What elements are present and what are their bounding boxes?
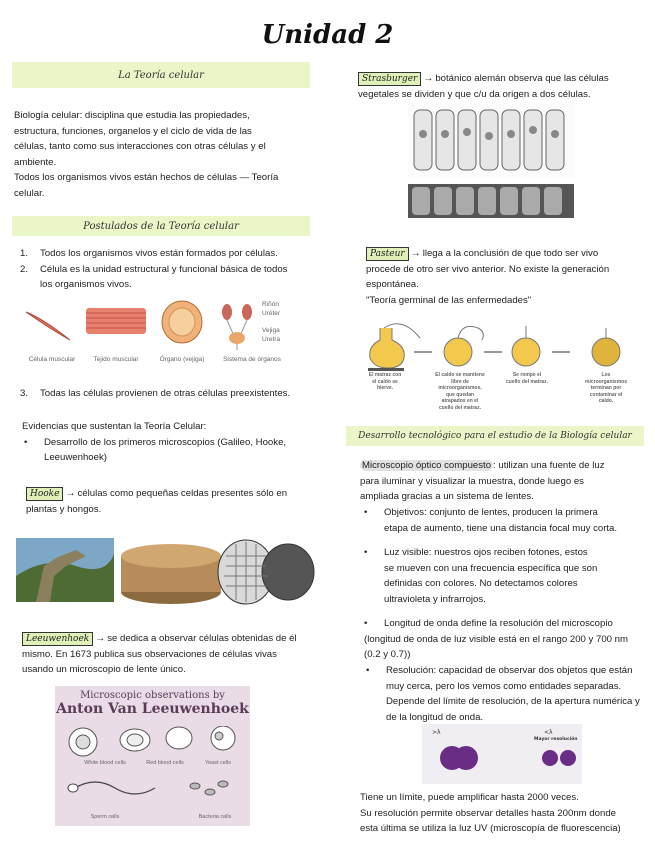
poster-label: Sperm cells — [90, 814, 120, 820]
list-text-line: Resolución: capacidad de observar dos objetos que están — [386, 665, 633, 676]
list-item — [364, 616, 654, 632]
list-text-line: Célula es la unidad estructural y funcional básica de todos — [40, 263, 288, 275]
pasteur-text: "Teoría germinal de las enfermedades" — [366, 294, 532, 306]
bullet: • — [364, 547, 368, 558]
list-text-line: Luz visible: nuestros ojos reciben fotones, estos — [384, 547, 588, 558]
pasteur-text: procede de otro ser vivo anterior. No existe la generación — [366, 263, 610, 275]
flask-caption-line: contaminar el — [589, 391, 623, 398]
list-text-line: (0.2 y 0.7)) — [364, 649, 411, 660]
flask-caption-line: microorganismos — [585, 378, 627, 385]
list-text: Todas las células provienen de otras células preexistentes. — [40, 388, 291, 399]
list-item — [20, 246, 320, 262]
flask-caption — [500, 372, 554, 385]
section-heading-desarrollo: Desarrollo tecnológico para el estudio de la Biología celular — [346, 426, 644, 446]
flask-caption-line: hierve. — [376, 385, 394, 391]
arrow-icon: → — [410, 248, 421, 259]
fig-label: Sistema de órganos — [223, 356, 281, 363]
intro-line: células, tanto como sus interacciones con otras células y el — [14, 141, 266, 152]
pasteur-text: llega a la conclusión de que todo ser vivo — [422, 248, 599, 259]
list-text-line: de la longitud de onda. — [386, 711, 484, 723]
intro-line: ambiente. — [14, 156, 57, 168]
bladder-organ-icon — [162, 301, 202, 343]
list-item-objetivos — [364, 505, 649, 536]
flask-caption-line: El caldo se mantiene — [435, 372, 485, 378]
hooke-text: células como pequeñas celdas presentes sólo en — [77, 488, 288, 499]
intro-paragraph — [14, 108, 314, 201]
strasburger-text: vegetales se dividen y que c/u da origen a dos células. — [358, 88, 591, 100]
flask-caption-line: cuello del matraz. — [506, 378, 548, 385]
flask-caption-line: caldo. — [598, 398, 614, 404]
flask-caption-line: atrapados en el — [441, 398, 479, 404]
strasburger-label: Strasburger — [358, 72, 421, 86]
postulado-3 — [20, 386, 320, 402]
intro-line: celular. — [14, 187, 45, 199]
flask-caption-line: terminan por — [590, 385, 622, 391]
organ-label: Riñón — [262, 301, 279, 308]
list-text-line: Longitud de onda define la resolución del microscopio — [384, 618, 613, 629]
resolution-label: Mayor resolución — [534, 737, 578, 742]
organ-labels — [262, 300, 280, 344]
poster-label: Bacteria cells — [198, 814, 232, 820]
flask-caption-line: cuello del matraz. — [439, 404, 481, 411]
arrow-icon: → — [95, 633, 106, 644]
postulados-list — [20, 246, 320, 293]
list-text — [386, 663, 640, 725]
final-block — [360, 790, 652, 837]
cork-images-row — [16, 536, 316, 606]
list-text-line: definidas con colores. No detectamos colores — [384, 578, 578, 589]
flask-caption-line: el caldo se — [372, 378, 398, 385]
list-number: 1. — [20, 248, 29, 259]
flask-caption — [362, 372, 408, 392]
flask-caption — [576, 372, 636, 405]
flask-caption-line: Los — [601, 372, 611, 378]
muscle-tissue-icon — [86, 308, 146, 334]
final-line: Tiene un límite, puede amplificar hasta 2000 veces. — [360, 792, 579, 803]
microscope-text: para iluminar y visualizar la muestra, donde luego es — [360, 475, 584, 487]
leeuwenhoek-block — [22, 631, 322, 678]
section-heading-teoria-celular: La Teoría celular — [12, 62, 310, 88]
bullet: • — [364, 618, 368, 629]
list-text-line: ultravioleta y infrarrojos. — [384, 593, 486, 605]
pasteur-block — [366, 246, 646, 308]
list-number: 2. — [20, 263, 29, 275]
resolution-image — [422, 724, 582, 784]
organization-levels-figure — [22, 298, 312, 368]
leeuwenhoek-label: Leeuwenhoek — [22, 632, 93, 646]
cork-stopper-photo — [121, 544, 221, 604]
organ-system-icon — [222, 304, 252, 350]
list-text-line: (longitud de onda de luz visible está en el rango 200 y 700 nm — [364, 633, 629, 645]
fig-label: Tejido muscular — [93, 356, 139, 363]
cork-tree-photo — [16, 538, 114, 602]
leeuwenhoek-text: mismo. En 1673 publica sus observaciones de células vivas — [22, 648, 277, 660]
list-text — [44, 435, 286, 466]
microscope-title: Microscopio óptico compuesto — [362, 460, 492, 471]
page-title: Unidad 2 — [261, 20, 394, 50]
muscle-cell-icon — [26, 312, 70, 340]
list-text — [384, 545, 597, 607]
hooke-text-2: plantas y hongos. — [26, 503, 102, 515]
pasteur-flask-illustration — [362, 318, 647, 372]
microscope-text: ampliada gracias a un sistema de lentes. — [360, 491, 534, 502]
list-item-luz — [364, 545, 649, 607]
list-text: Todos los organismos vivos están formados por células. — [40, 248, 278, 259]
flask-caption — [432, 372, 488, 411]
bullet: • — [364, 507, 368, 518]
list-item — [22, 435, 322, 466]
strasburger-block — [358, 71, 648, 102]
cork-cells-drawing — [218, 540, 314, 604]
list-text-line: Depende del límite de resolución, de la apertura numérica y — [386, 696, 640, 707]
svg-text:>λ: >λ — [432, 729, 441, 736]
microscope-block: Microscopio óptico compuesto : utilizan una fuente de luz para iluminar y visualizar la muestra, donde luego es ampliada gracias a un sistema de lentes. — [360, 460, 605, 502]
leeuwenhoek-text: usando un microscopio de lente único. — [22, 664, 186, 675]
pasteur-label: Pasteur — [366, 247, 409, 261]
resolution-illustration — [422, 724, 582, 784]
svg-text:<λ: <λ — [544, 729, 553, 736]
poster-illustration — [55, 726, 250, 826]
final-line: esta última se utiliza la luz UV (microscopía de fluorescencia) — [360, 823, 621, 834]
flask-caption-line: Se rompe el — [512, 372, 542, 378]
intro-line: estructura, funciones, organelos y el ciclo de vida de las — [14, 125, 252, 137]
section-heading-postulados: Postulados de la Teoría celular — [12, 216, 310, 236]
list-text — [384, 505, 617, 536]
cell-division-illustration — [400, 104, 580, 222]
list-text-line: Leeuwenhoek) — [44, 452, 107, 463]
fig-label: Órgano (vejiga) — [159, 356, 205, 363]
list-text-line: se mueven con una frecuencia específica que son — [384, 562, 598, 574]
flask-1 — [368, 324, 420, 371]
flask-caption-line: libre de — [451, 378, 469, 385]
longitud-block — [364, 616, 654, 663]
final-line: Su resolución permite observar detalles hasta 200nm donde — [360, 807, 616, 819]
list-text-line: muy cerca, pero los vemos como entidades separadas. — [386, 680, 622, 692]
evidencias-block — [22, 419, 322, 466]
organ-label: Vejiga — [262, 327, 280, 334]
leeuwenhoek-text: se dedica a observar células obtenidas de él — [107, 633, 297, 644]
poster-title-1: Microscopic observations by — [80, 690, 225, 701]
list-item — [20, 262, 320, 293]
leeuwenhoek-poster — [55, 686, 250, 826]
fig-label: Célula muscular — [28, 356, 76, 363]
list-text-line: Objetivos: conjunto de lentes, producen la primera — [384, 507, 598, 518]
bullet: • — [24, 436, 28, 448]
poster-label: Red blood cells — [146, 760, 184, 766]
arrow-icon: → — [65, 488, 76, 499]
flask-caption-line: El matraz con — [368, 372, 402, 378]
flask-3 — [512, 326, 540, 366]
pasteur-text: espontánea. — [366, 279, 419, 290]
organ-label: Uretra — [262, 336, 281, 343]
list-text-line: etapa de aumento, tiene una distancia focal muy corta. — [384, 522, 618, 534]
flask-4 — [592, 328, 620, 366]
microscope-text: utilizan una fuente de luz — [498, 460, 605, 471]
flask-caption-line: que quedan — [445, 391, 475, 398]
bullet: • — [366, 665, 370, 676]
arrow-icon: → — [423, 73, 434, 84]
flask-caption-line: microorganismos, — [438, 385, 482, 391]
list-text — [40, 262, 287, 293]
list-text-line: los organismos vivos. — [40, 279, 132, 290]
organ-label: Uréter — [262, 310, 281, 317]
hooke-label: Hooke — [26, 487, 63, 501]
poster-title-2: Anton Van Leeuwenhoek — [56, 701, 249, 717]
strasburger-text: botánico alemán observa que las células — [435, 73, 609, 84]
cork-images-illustration — [16, 536, 316, 606]
hooke-block — [26, 486, 326, 517]
list-number: 3. — [20, 388, 29, 399]
poster-label: Yeast cells — [204, 760, 232, 766]
evidencias-title: Evidencias que sustentan la Teoría Celular: — [22, 421, 207, 432]
intro-line: Todos los organismos vivos están hechos de células — Teoría — [14, 172, 279, 183]
list-item-resolucion — [366, 663, 651, 725]
cell-division-figure — [400, 104, 580, 222]
intro-line: Biología celular: disciplina que estudia las propiedades, — [14, 110, 250, 121]
flask-2 — [444, 326, 483, 366]
pasteur-flask-figure — [362, 318, 647, 414]
poster-label: White blood cells — [84, 760, 126, 766]
list-text-line: Desarrollo de los primeros microscopios (Galileo, Hooke, — [44, 436, 287, 448]
